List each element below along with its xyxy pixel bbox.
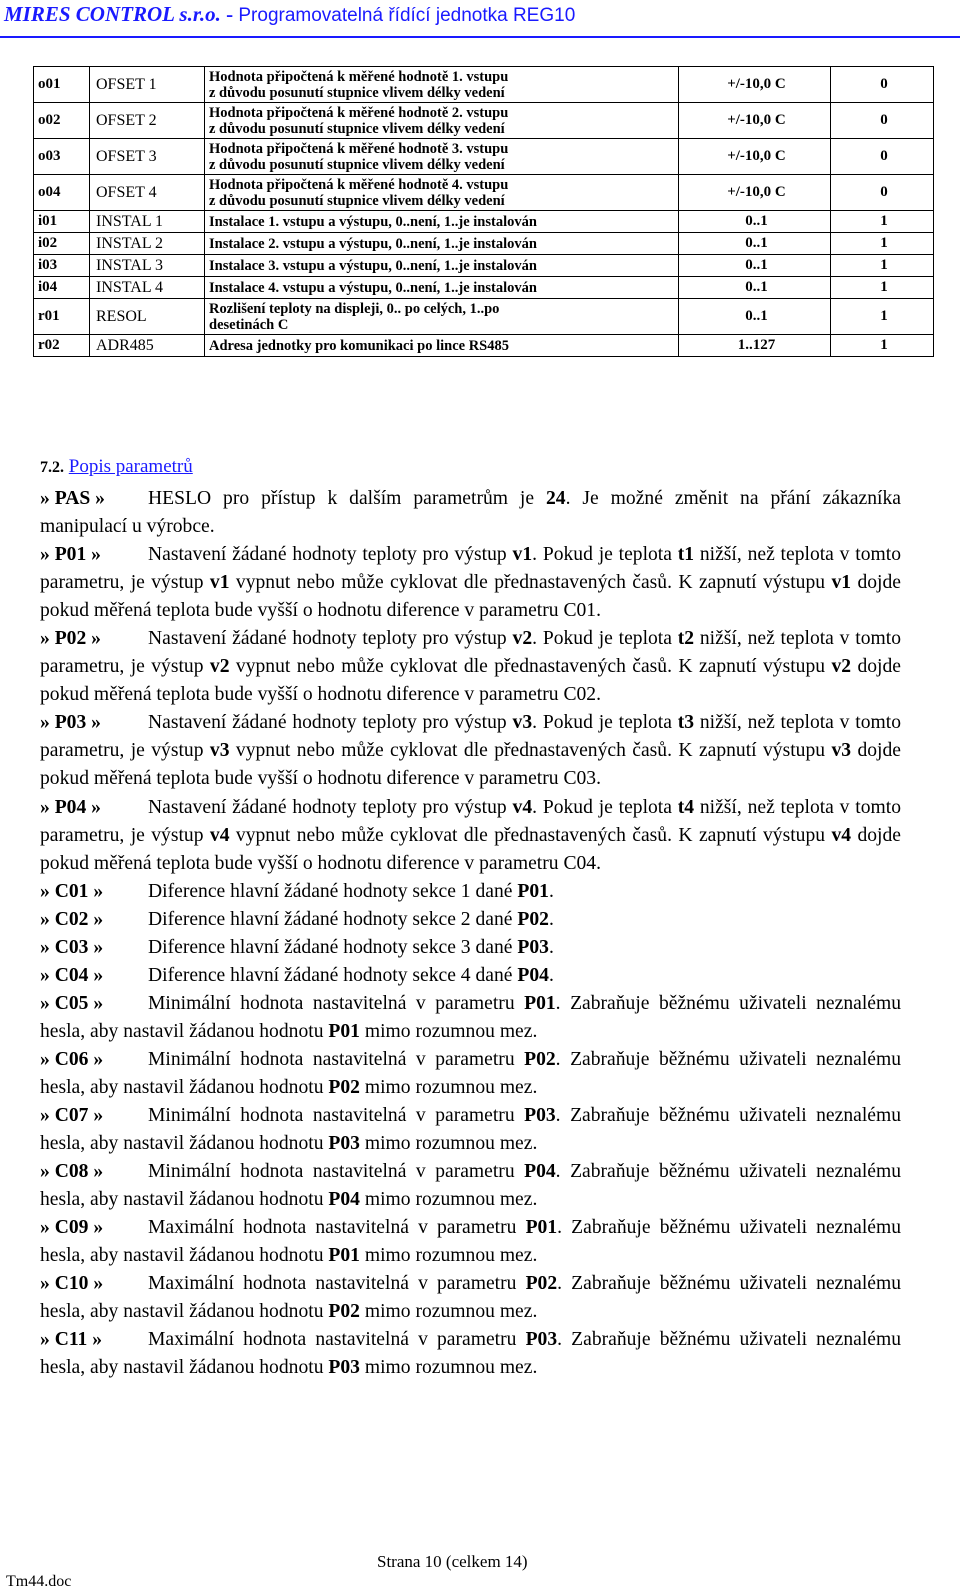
paragraph-text: Nastavení žádané hodnoty teploty pro výstup [148,544,513,566]
param-tag: » C10 » [40,1273,104,1295]
param-ref: P03 [524,1105,556,1127]
paragraph-text: mimo rozumnou mez. [359,1189,538,1211]
param-tag: » P04 » [40,796,101,818]
paragraph-text: Nastavení žádané hodnoty teploty pro výstup [148,796,513,818]
param-tag: » C11 » [40,1329,103,1351]
param-default: 0 [831,103,934,139]
param-name: INSTAL 2 [90,233,205,255]
param-description [205,175,679,211]
param-default: 1 [831,335,934,357]
paragraph-text: Maximální hodnota nastavitelná v parametru [148,1217,526,1239]
paragraph-text: vypnut nebo může cyklovat dle přednastavených časů. K zapnutí výstupu [229,740,832,762]
param-name: OFSET 2 [90,103,205,139]
paragraph-text: nižší, než teplota v tomto parametru, je výstup [40,712,901,762]
param-ref: P02 [525,1273,558,1295]
paragraph-text: . Pokud je teplota [532,628,678,650]
paragraph-text: . Zabraňuje běžnému uživateli neznalému hesla, aby nastavil žádanou hodnotu [40,1217,902,1267]
table-row [34,103,934,139]
param-range: +/-10,0 C [679,67,831,103]
param-description [205,255,679,277]
param-tag: » C01 » [40,880,104,902]
param-tag: » C04 » [40,964,104,986]
param-range: +/-10,0 C [679,103,831,139]
param-tag: » C09 » [40,1217,104,1239]
setpoint-paragraphs [40,541,901,878]
output-ref: v3 [512,712,533,734]
table-row [34,299,934,335]
param-ref: C01 [563,600,597,622]
paragraph-text: Maximální hodnota nastavitelná v parametru [148,1273,526,1295]
param-tag: » P01 » [40,544,101,566]
param-ref: P03 [525,1329,558,1351]
param-tag: » C05 » [40,992,104,1014]
param-ref: P04 [328,1189,360,1211]
description-line: Rozlišení teploty na displeji, 0.. po celých, 1..po [209,300,500,317]
param-name: RESOL [90,299,205,335]
table-row [34,277,934,299]
param-tag: » PAS » [40,488,105,509]
paragraph-setpoint [40,625,901,709]
param-ref: P04 [524,1161,556,1183]
param-code: o04 [34,175,90,211]
output-ref: v4 [831,824,852,846]
paragraph-text: mimo rozumnou mez. [359,1245,538,1267]
param-name: INSTAL 4 [90,277,205,299]
param-description [205,233,679,255]
paragraph-text: . Zabraňuje běžnému uživateli neznalému hesla, aby nastavil žádanou hodnotu [40,1161,901,1211]
paragraph-text: mimo rozumnou mez. [359,1020,538,1042]
paragraph-setpoint [40,794,901,878]
paragraph-text: . [596,600,602,622]
param-ref: P04 [517,964,549,986]
param-default: 1 [831,255,934,277]
paragraph-text: . Je možné změnit na přání zákazníka manipulací u výrobce. [40,488,901,538]
paragraph-difference [40,906,901,934]
description-line: Instalace 4. vstupu a výstupu, 0..není, 1..je instalován [209,279,537,296]
paragraph-pas [40,485,901,541]
description-line: Adresa jednotky pro komunikaci po lince RS485 [209,337,509,354]
paragraph-text: . [596,852,602,874]
description-line: Instalace 3. vstupu a výstupu, 0..není, 1..je instalován [209,257,537,274]
parameter-table [33,66,934,357]
param-code: i02 [34,233,90,255]
paragraph-text: dojde pokud měřená teplota bude vyšší o hodnotu diference v parametru [40,656,901,706]
paragraph-text: nižší, než teplota v tomto parametru, je výstup [40,544,901,594]
param-description [205,103,679,139]
paragraph-text: HESLO pro přístup k dalším parametrům je [148,488,546,509]
param-ref: P01 [517,880,549,902]
param-code: o01 [34,67,90,103]
table-row [34,139,934,175]
paragraph-text: Diference hlavní žádané hodnoty sekce 1 dané [148,880,518,902]
paragraph-text: Minimální hodnota nastavitelná v parametru [148,1048,525,1070]
description-line: Hodnota připočtená k měřené hodnotě 3. vstupu [209,140,509,157]
section-heading [40,456,193,478]
param-tag: » C08 » [40,1161,104,1183]
output-ref: v2 [209,656,230,678]
param-code: i04 [34,277,90,299]
header-rule [0,36,960,38]
paragraph-text: . Zabraňuje běžnému uživateli neznalému hesla, aby nastavil žádanou hodnotu [40,1048,901,1098]
paragraph-text: . Pokud je teplota [532,796,678,818]
param-ref: P02 [328,1301,360,1323]
paragraph-text: dojde pokud měřená teplota bude vyšší o hodnotu diference v parametru [40,572,901,622]
difference-paragraphs [40,878,901,990]
param-ref: C02 [563,684,597,706]
paragraph-limit [40,1102,901,1158]
file-name: Tm44.doc [6,1573,72,1590]
output-ref: v2 [512,628,533,650]
param-description [205,67,679,103]
param-description [205,211,679,233]
parameter-descriptions [40,485,901,1383]
paragraph-text: dojde pokud měřená teplota bude vyšší o hodnotu diference v parametru [40,740,901,790]
paragraph-text: Maximální hodnota nastavitelná v parametru [148,1329,526,1351]
paragraph-text: . [548,908,554,930]
paragraph-limit [40,1046,901,1102]
description-line: z důvodu posunutí stupnice vlivem délky vedení [209,84,505,101]
paragraph-text: Diference hlavní žádané hodnoty sekce 3 dané [148,936,518,958]
param-name: INSTAL 1 [90,211,205,233]
section-title: Popis parametrů [68,456,193,477]
description-line: desetinách C [209,316,289,333]
paragraph-text: mimo rozumnou mez. [359,1076,538,1098]
param-range: 0..1 [679,255,831,277]
paragraph-text: . Zabraňuje běžnému uživateli neznalému hesla, aby nastavil žádanou hodnotu [40,1105,901,1155]
param-code: i03 [34,255,90,277]
param-ref: P01 [328,1245,360,1267]
paragraph-text: Diference hlavní žádané hodnoty sekce 4 dané [148,964,518,986]
output-ref: v1 [209,572,230,594]
description-line: z důvodu posunutí stupnice vlivem délky vedení [209,120,505,137]
param-range: 1..127 [679,335,831,357]
param-ref: P01 [525,1217,558,1239]
param-ref: C04 [563,852,597,874]
password-value: 24 [546,488,566,509]
paragraph-setpoint [40,709,901,793]
page-number: Strana 10 (celkem 14) [377,1552,528,1571]
description-line: Hodnota připočtená k měřené hodnotě 2. vstupu [209,104,509,121]
param-ref: P03 [328,1133,360,1155]
param-ref: P02 [517,908,549,930]
param-name: OFSET 1 [90,67,205,103]
param-ref: P02 [524,1048,556,1070]
paragraph-text: Nastavení žádané hodnoty teploty pro výstup [148,628,513,650]
table-row [34,255,934,277]
param-ref: P01 [328,1020,360,1042]
header-separator: - [220,2,239,26]
paragraph-text: nižší, než teplota v tomto parametru, je výstup [40,796,901,846]
param-default: 0 [831,139,934,175]
paragraph-limit [40,1158,901,1214]
param-tag: » P03 » [40,712,101,734]
output-ref: v2 [831,656,852,678]
param-ref: P01 [524,992,556,1014]
paragraph-text: vypnut nebo může cyklovat dle přednastavených časů. K zapnutí výstupu [229,572,832,594]
table-row [34,67,934,103]
param-tag: » C03 » [40,936,104,958]
param-tag: » C06 » [40,1048,104,1070]
output-ref: v3 [209,740,230,762]
paragraph-text: . Zabraňuje běžnému uživateli neznalému hesla, aby nastavil žádanou hodnotu [40,992,901,1042]
param-default: 0 [831,175,934,211]
param-default: 1 [831,277,934,299]
document-subtitle: Programovatelná řídící jednotka REG10 [238,5,576,26]
paragraph-limit [40,1270,901,1326]
param-ref: P03 [517,936,549,958]
paragraph-setpoint [40,541,901,625]
param-code: o03 [34,139,90,175]
temperature-ref: t4 [677,796,695,818]
paragraph-difference [40,934,901,962]
output-ref: v4 [512,796,533,818]
paragraph-text: . Zabraňuje běžnému uživateli neznalému hesla, aby nastavil žádanou hodnotu [40,1329,902,1379]
param-ref: P03 [328,1357,360,1379]
table-row [34,175,934,211]
param-default: 1 [831,233,934,255]
paragraph-text: Minimální hodnota nastavitelná v parametru [148,1161,525,1183]
description-line: Instalace 2. vstupu a výstupu, 0..není, 1..je instalován [209,235,537,252]
param-name: INSTAL 3 [90,255,205,277]
param-name: OFSET 3 [90,139,205,175]
page-header [4,2,944,27]
paragraph-text: vypnut nebo může cyklovat dle přednastavených časů. K zapnutí výstupu [229,656,832,678]
param-default: 0 [831,67,934,103]
temperature-ref: t2 [677,628,695,650]
param-description [205,299,679,335]
param-description [205,335,679,357]
param-range: 0..1 [679,299,831,335]
limit-paragraphs [40,990,901,1383]
param-default: 1 [831,299,934,335]
table-row [34,233,934,255]
param-range: 0..1 [679,211,831,233]
param-ref: P02 [328,1076,360,1098]
paragraph-text: . [548,964,554,986]
param-range: 0..1 [679,277,831,299]
param-range: 0..1 [679,233,831,255]
description-line: Hodnota připočtená k měřené hodnotě 1. vstupu [209,68,509,85]
param-code: r02 [34,335,90,357]
paragraph-limit [40,1326,901,1382]
section-number: 7.2. [40,459,64,476]
param-tag: » C07 » [40,1105,104,1127]
paragraph-text: Diference hlavní žádané hodnoty sekce 2 dané [148,908,518,930]
temperature-ref: t3 [677,712,695,734]
paragraph-difference [40,878,901,906]
param-name: ADR485 [90,335,205,357]
description-line: Hodnota připočtená k měřené hodnotě 4. vstupu [209,176,509,193]
param-ref: C03 [563,768,597,790]
paragraph-text: . [596,768,602,790]
param-range: +/-10,0 C [679,139,831,175]
paragraph-text: dojde pokud měřená teplota bude vyšší o hodnotu diference v parametru [40,824,901,874]
param-tag: » C02 » [40,908,104,930]
paragraph-text: mimo rozumnou mez. [359,1301,538,1323]
paragraph-text: mimo rozumnou mez. [359,1357,538,1379]
paragraph-difference [40,962,901,990]
paragraph-text: mimo rozumnou mez. [359,1133,538,1155]
paragraph-text: . Zabraňuje běžnému uživateli neznalému hesla, aby nastavil žádanou hodnotu [40,1273,902,1323]
description-line: z důvodu posunutí stupnice vlivem délky vedení [209,156,505,173]
param-default: 1 [831,211,934,233]
paragraph-text: . [596,684,602,706]
description-line: z důvodu posunutí stupnice vlivem délky vedení [209,192,505,209]
output-ref: v4 [209,824,230,846]
company-name: MIRES CONTROL s.r.o. [4,2,221,26]
paragraph-text: vypnut nebo může cyklovat dle přednastavených časů. K zapnutí výstupu [229,824,832,846]
paragraph-text: . [548,880,554,902]
temperature-ref: t1 [677,544,695,566]
param-code: i01 [34,211,90,233]
paragraph-text: nižší, než teplota v tomto parametru, je výstup [40,628,901,678]
table-row [34,335,934,357]
paragraph-text: Nastavení žádané hodnoty teploty pro výstup [148,712,513,734]
param-code: o02 [34,103,90,139]
param-range: +/-10,0 C [679,175,831,211]
paragraph-limit [40,1214,901,1270]
paragraph-text: Minimální hodnota nastavitelná v parametru [148,1105,525,1127]
output-ref: v1 [512,544,533,566]
param-description [205,139,679,175]
param-code: r01 [34,299,90,335]
output-ref: v3 [831,740,852,762]
paragraph-text: . Pokud je teplota [532,712,678,734]
table-row [34,211,934,233]
paragraph-text: . Pokud je teplota [532,544,678,566]
param-description [205,277,679,299]
paragraph-text: . [548,936,554,958]
description-line: Instalace 1. vstupu a výstupu, 0..není, 1..je instalován [209,213,537,230]
output-ref: v1 [831,572,852,594]
paragraph-limit [40,990,901,1046]
param-tag: » P02 » [40,628,101,650]
paragraph-text: Minimální hodnota nastavitelná v parametru [148,992,525,1014]
param-name: OFSET 4 [90,175,205,211]
